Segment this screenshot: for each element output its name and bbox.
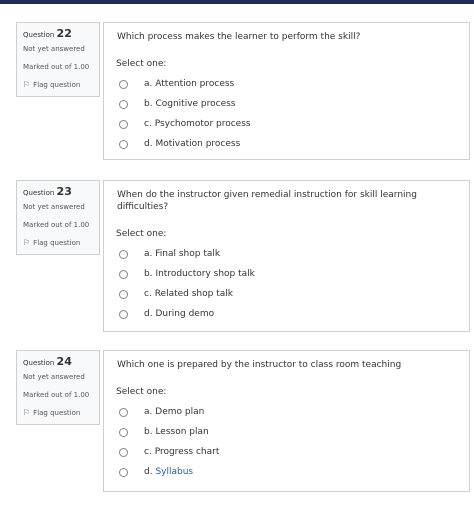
question-info-panel [16,22,100,97]
answer-options [116,244,457,324]
top-navigation-bar [0,0,474,4]
radio-button[interactable] [119,250,128,259]
flag-icon: ⚐ [23,80,31,89]
radio-button[interactable] [119,448,128,457]
question-number: Question 23 [23,185,72,198]
question-grade: Marked out of 1.00 [23,391,90,399]
answer-options [116,402,457,482]
flag-question-link[interactable]: ⚐ Flag question [23,408,81,417]
flag-icon: ⚐ [23,238,31,247]
answer-option-d[interactable]: d. During demo [116,304,457,324]
answer-option-a[interactable]: a. Final shop talk [116,244,457,264]
radio-button[interactable] [119,140,128,149]
question-state: Not yet answered [23,203,85,211]
question-info-panel [16,180,100,255]
answer-option-b[interactable]: b. Introductory shop talk [116,264,457,284]
radio-button[interactable] [119,100,128,109]
answer-option-b[interactable]: b. Cognitive process [116,94,457,114]
radio-button[interactable] [119,428,128,437]
question-grade: Marked out of 1.00 [23,221,90,229]
flag-question-link[interactable]: ⚐ Flag question [23,238,81,247]
select-one-prompt: Select one: [116,229,167,239]
answer-option-c[interactable]: c. Psychomotor process [116,114,457,134]
radio-button[interactable] [119,120,128,129]
radio-button[interactable] [119,270,128,279]
flag-icon: ⚐ [23,408,31,417]
answer-option-b[interactable]: b. Lesson plan [116,422,457,442]
question-text: Which process makes the learner to perform the skill? [117,32,361,42]
question-number: Question 24 [23,355,72,368]
question-state: Not yet answered [23,45,85,53]
question-state: Not yet answered [23,373,85,381]
select-one-prompt: Select one: [116,59,167,69]
question-text: Which one is prepared by the instructor to class room teaching [117,360,402,370]
radio-button[interactable] [119,408,128,417]
question-content [103,180,470,332]
answer-option-c[interactable]: c. Progress chart [116,442,457,462]
answer-option-a[interactable]: a. Attention process [116,74,457,94]
radio-button[interactable] [119,80,128,89]
question-grade: Marked out of 1.00 [23,63,90,71]
radio-button[interactable] [119,310,128,319]
question-content [103,22,470,160]
flag-question-link[interactable]: ⚐ Flag question [23,80,81,89]
answer-options [116,74,457,154]
answer-option-c[interactable]: c. Related shop talk [116,284,457,304]
answer-option-d[interactable]: d. Motivation process [116,134,457,154]
question-info-panel [16,350,100,425]
question-text: When do the instructor given remedial instruction for skill learning difficulties? [117,190,417,212]
question-number: Question 22 [23,27,72,40]
answer-option-a[interactable]: a. Demo plan [116,402,457,422]
select-one-prompt: Select one: [116,387,167,397]
question-content [103,350,470,492]
answer-option-d[interactable]: d. Syllabus [116,462,457,482]
radio-button[interactable] [119,468,128,477]
radio-button[interactable] [119,290,128,299]
